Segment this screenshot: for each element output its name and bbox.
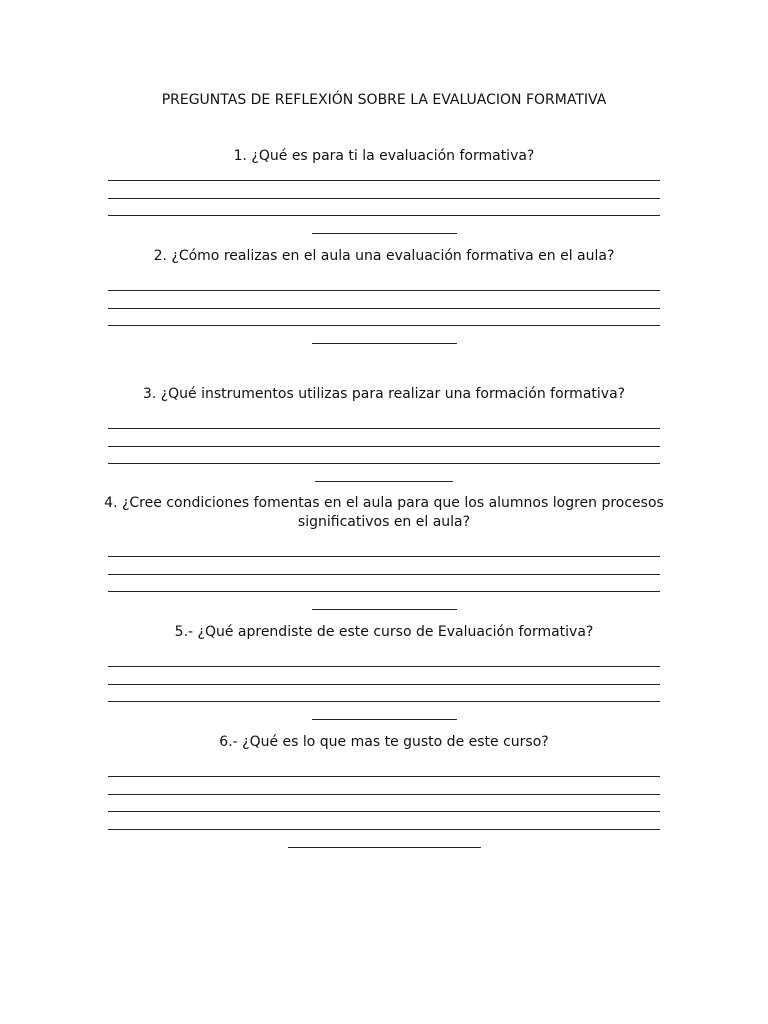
answer-line (108, 829, 660, 830)
question-2: 2. ¿Cómo realizas en el aula una evaluación formativa en el aula? (153, 248, 615, 264)
document-title: PREGUNTAS DE REFLEXIÓN SOBRE LA EVALUACION FORMATIVA (161, 92, 607, 108)
answer-line (108, 684, 660, 685)
answer-line (108, 811, 660, 812)
answer-line (108, 463, 660, 464)
answer-line-short (315, 481, 453, 482)
question-3: 3. ¿Qué instrumentos utilizas para realizar una formación formativa? (142, 386, 626, 402)
answer-line (108, 556, 660, 557)
answer-line-short (312, 609, 457, 610)
question-4-line-2: significativos en el aula? (297, 514, 471, 530)
question-6: 6.- ¿Qué es lo que mas te gusto de este curso? (219, 734, 549, 750)
answer-line (108, 308, 660, 309)
answer-line (108, 428, 660, 429)
answer-line-short (312, 343, 457, 344)
answer-line (108, 701, 660, 702)
answer-line (108, 180, 660, 181)
answer-line-short (312, 719, 457, 720)
answer-line (108, 325, 660, 326)
question-5: 5.- ¿Qué aprendiste de este curso de Evaluación formativa? (174, 624, 594, 640)
answer-line (108, 198, 660, 199)
answer-line (108, 776, 660, 777)
answer-line (108, 794, 660, 795)
answer-line (108, 446, 660, 447)
answer-line (108, 591, 660, 592)
answer-line (108, 215, 660, 216)
answer-line-short (288, 847, 481, 848)
question-4-line-1: 4. ¿Cree condiciones fomentas en el aula para que los alumnos logren procesos (104, 495, 664, 511)
answer-line (108, 290, 660, 291)
answer-line (108, 666, 660, 667)
answer-line (108, 574, 660, 575)
answer-line-short (312, 233, 457, 234)
question-1: 1. ¿Qué es para ti la evaluación formativa? (233, 148, 535, 164)
